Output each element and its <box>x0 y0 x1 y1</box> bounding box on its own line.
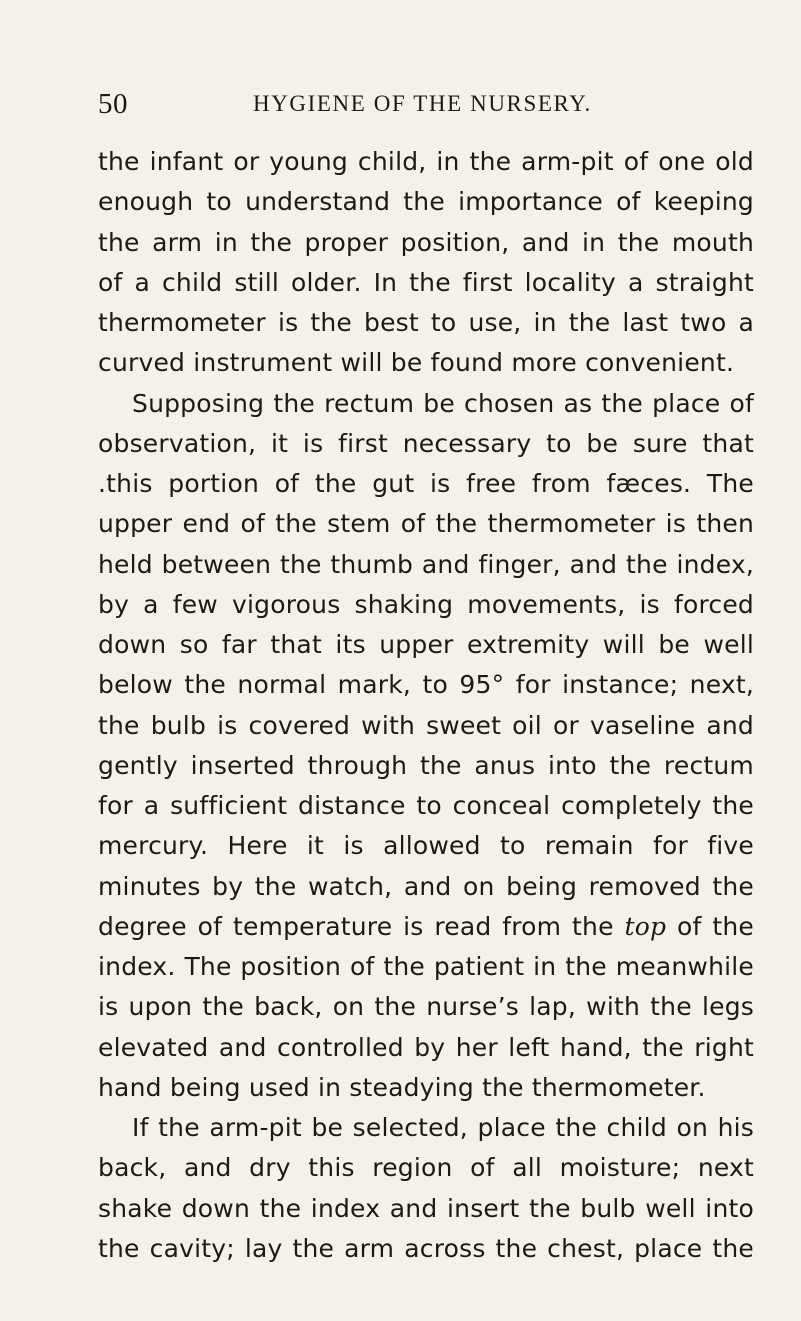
text-line: the infant or young child, in the arm-pit of one old <box>98 147 754 176</box>
page-number: 50 <box>98 88 128 120</box>
text-line: gently inserted through the anus into the rectum <box>98 750 754 780</box>
text-fragment: of the <box>666 911 754 941</box>
text-line: If the arm-pit be selected, place the child on his <box>132 1113 754 1142</box>
body-text <box>98 142 754 1269</box>
text-line: the arm in the proper position, and in the mouth <box>98 227 754 257</box>
text-line: Supposing the rectum be chosen as the place of <box>132 388 754 418</box>
text-line: is upon the back, on the nurse’s lap, with the legs <box>98 992 754 1022</box>
text-line: below the normal mark, to 95° for instance; next, <box>98 670 754 700</box>
text-line: of a child still older. In the first locality a straight <box>98 267 754 297</box>
text-line: enough to understand the importance of keeping <box>98 187 754 217</box>
text-line: elevated and controlled by her left hand, the right <box>98 1032 754 1062</box>
running-title: HYGIENE OF THE NURSERY. <box>253 91 592 116</box>
text-line: mercury. Here it is allowed to remain for five <box>98 831 754 861</box>
text-line: hand being used in steadying the thermometer. <box>98 1072 706 1102</box>
text-line: the bulb is covered with sweet oil or vaseline and <box>98 710 754 740</box>
text-line: minutes by the watch, and on being removed the <box>98 871 754 901</box>
text-line: upper end of the stem of the thermometer is then <box>98 509 754 539</box>
text-line: thermometer is the best to use, in the last two a <box>98 308 754 337</box>
running-head <box>98 86 758 122</box>
text-line: index. The position of the patient in the meanwhile <box>98 952 754 981</box>
text-line: curved instrument will be found more convenient. <box>98 348 735 378</box>
text-line: held between the thumb and finger, and the index, <box>98 549 754 579</box>
text-line: observation, it is first necessary to be sure that <box>98 428 754 458</box>
text-line: back, and dry this region of all moisture; next <box>98 1153 754 1183</box>
text-line <box>98 907 754 947</box>
text-line: shake down the index and insert the bulb well into <box>98 1193 754 1223</box>
text-line: .this portion of the gut is free from fæces. The <box>98 469 754 498</box>
text-fragment: degree of temperature is read from the <box>98 911 625 941</box>
text-line: by a few vigorous shaking movements, is forced <box>98 589 754 619</box>
italic-word: top <box>624 911 667 941</box>
text-line: for a sufficient distance to conceal completely the <box>98 791 754 820</box>
text-line: the cavity; lay the arm across the chest, place the <box>98 1233 754 1263</box>
text-line: down so far that its upper extremity will be well <box>98 630 754 659</box>
